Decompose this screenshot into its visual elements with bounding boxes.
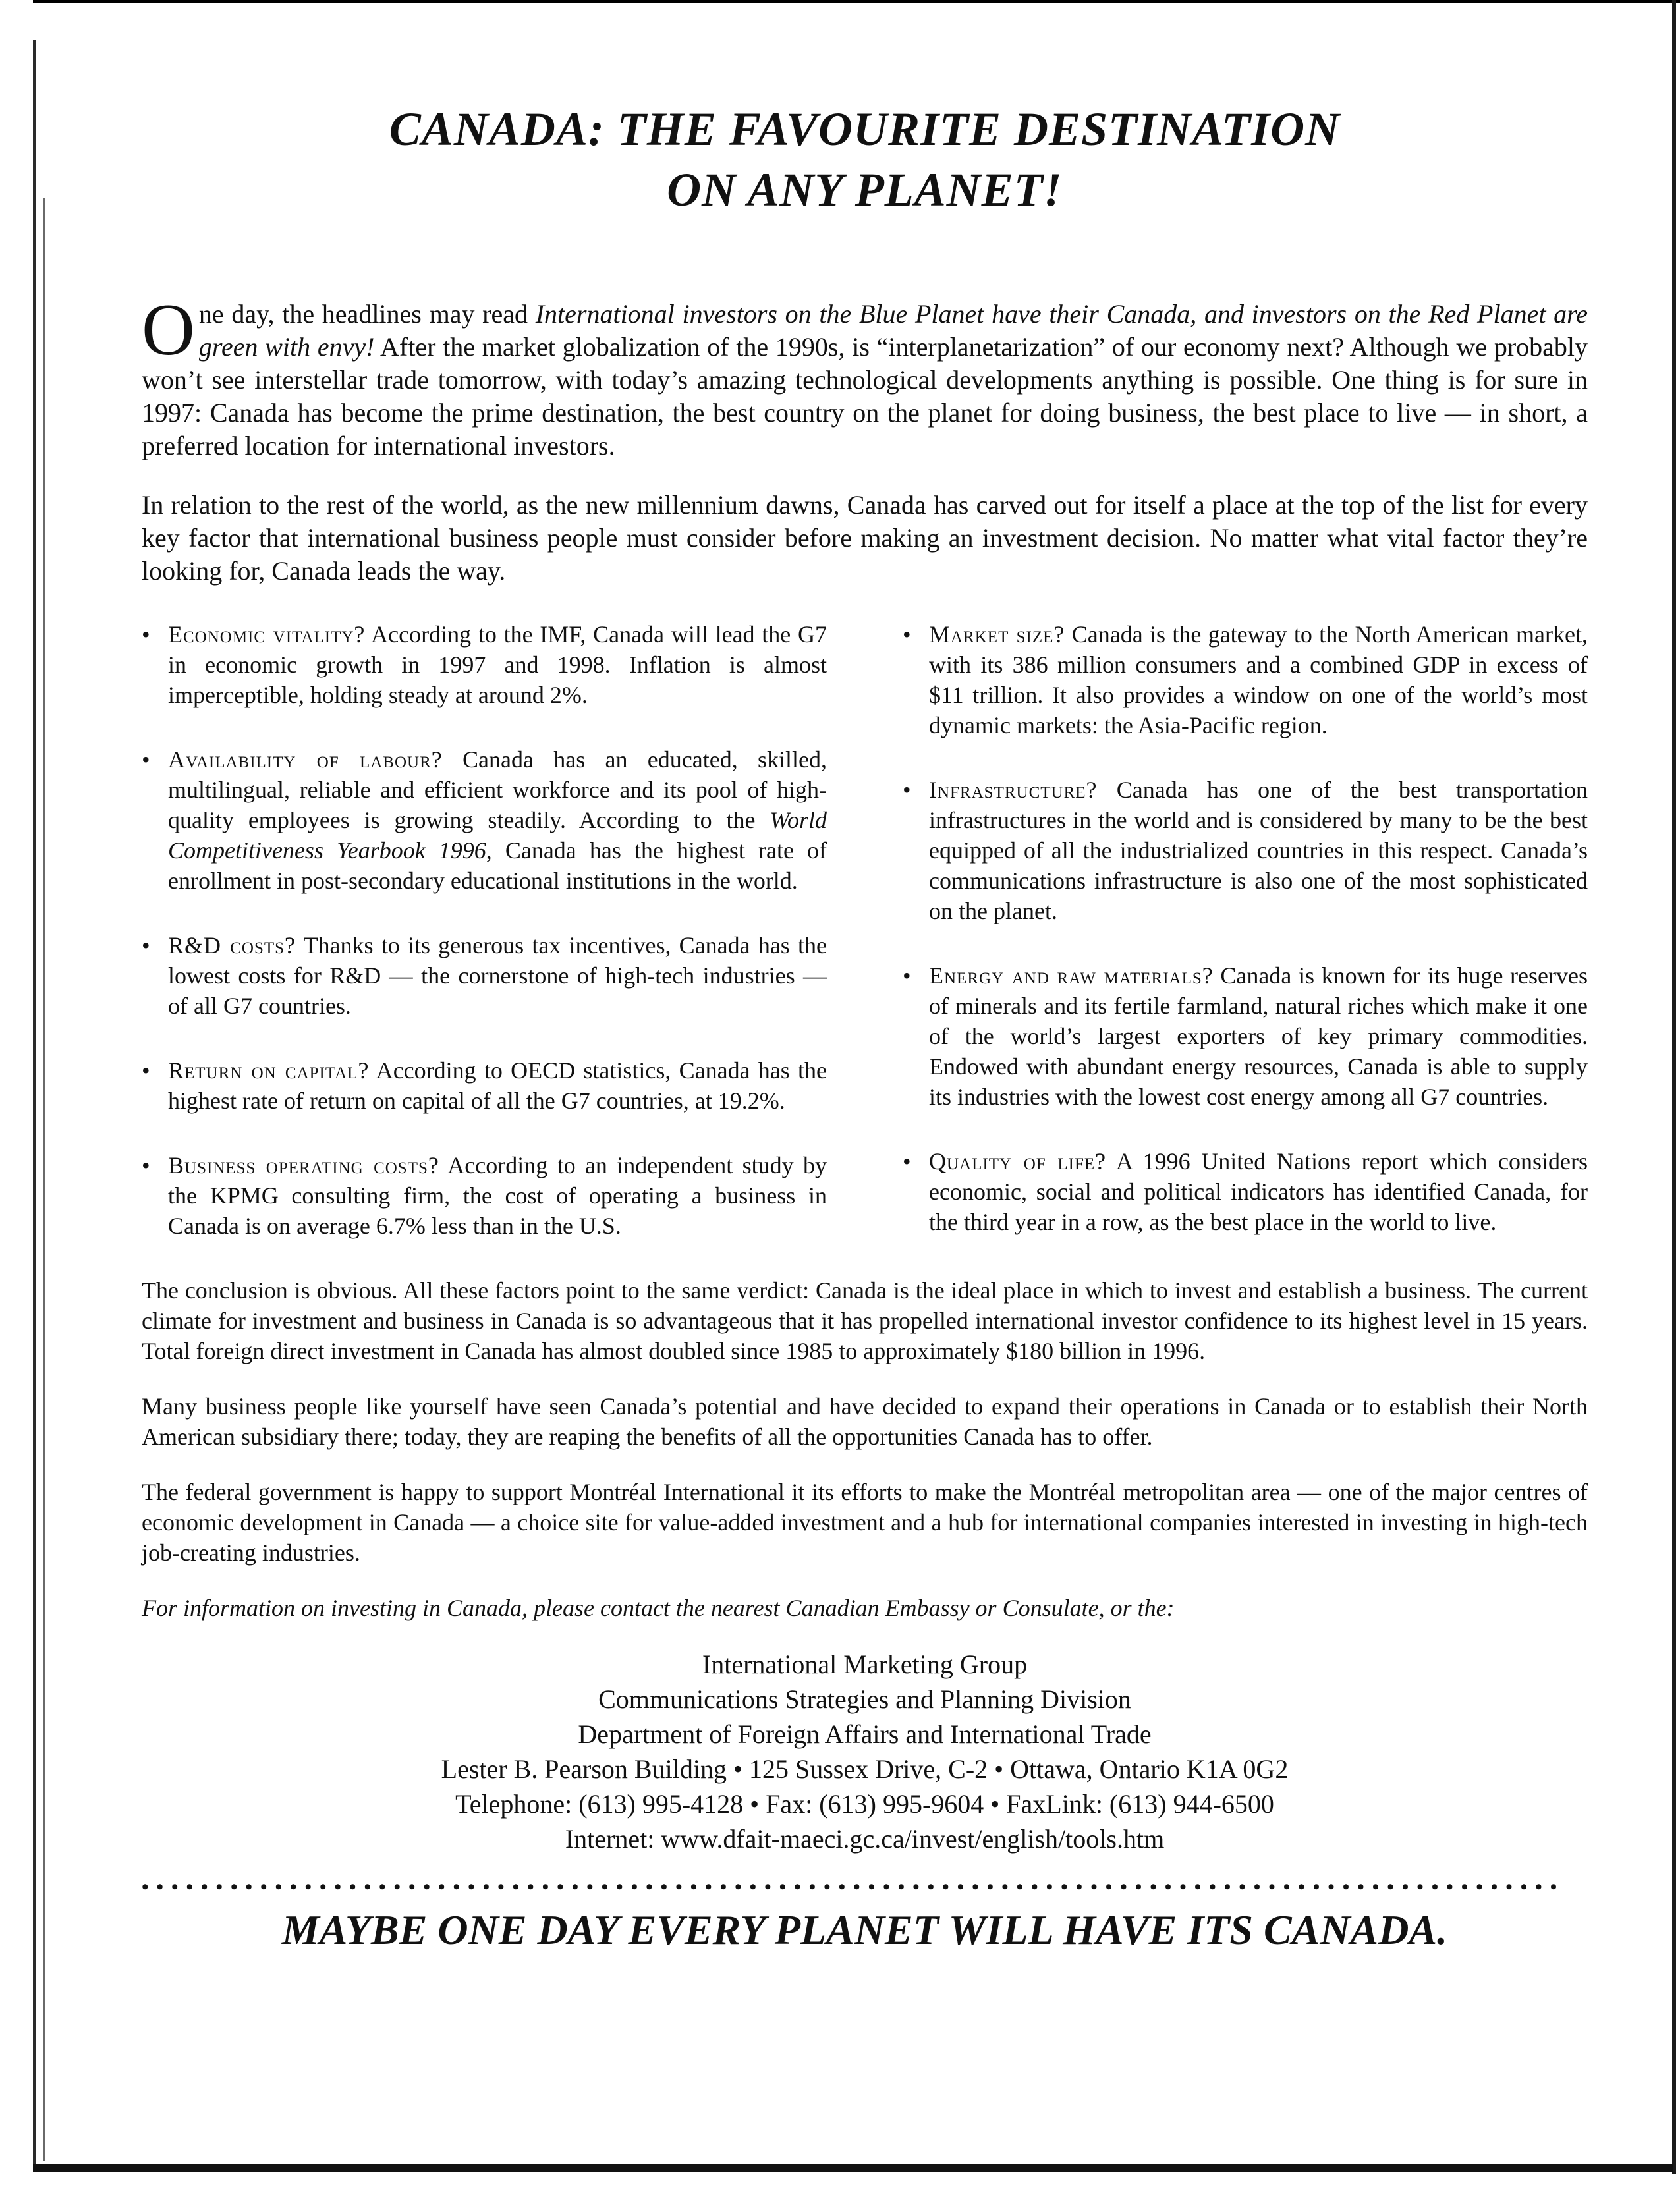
bullet-key: Availability of labour? [168, 746, 443, 773]
intro-paragraph [142, 289, 1588, 462]
bullet-text [168, 1055, 827, 1116]
headline [142, 99, 1588, 220]
right-column [903, 619, 1588, 1275]
address-line-internet: Internet: www.dfait-maeci.gc.ca/invest/english/tools.htm [565, 1824, 1165, 1854]
scan-border-left-inner [43, 198, 45, 2161]
intro-italic-headline: International investors on the Blue Planet have their Canada, and investors on the Red Planet are green with envy! [198, 299, 1588, 362]
bullet-glyph: • [903, 621, 911, 648]
bullet-body: Canada has an educated, skilled, multilingual, reliable and efficient workforce and its pool of high-quality employees is growing steadily. According to the [168, 746, 827, 833]
bullet-market-size [903, 619, 1588, 740]
bullet-glyph: • [142, 746, 150, 773]
bullet-text [168, 1150, 827, 1241]
bullet-key: Infrastructure? [929, 777, 1098, 803]
address-line-phone: Telephone: (613) 995-4128 • Fax: (613) 995-9604 • FaxLink: (613) 944-6500 [455, 1789, 1274, 1819]
bullet-body: According to OECD statistics, Canada has the highest rate of return on capital of all the G7 countries, at 19.2%. [168, 1057, 827, 1114]
bullet-rd-costs [142, 930, 827, 1021]
left-column [142, 619, 827, 1275]
bullet-return-on-capital [142, 1055, 827, 1116]
bullet-glyph: • [142, 932, 150, 958]
bullet-glyph: • [903, 962, 911, 989]
bullet-text [929, 775, 1588, 926]
bullet-text [929, 619, 1588, 740]
bullet-energy-and-raw-materials [903, 960, 1588, 1112]
contact-intro: For information on investing in Canada, please contact the nearest Canadian Embassy or Consulate, or the: [142, 1595, 1175, 1621]
bullet-body: Canada is known for its huge reserves of minerals and its fertile farmland, natural riches which make it one of the world’s largest exporters of key primary commodities. Endowed with abundant energy resources, Canada is able to supply its industries with the lowest cost energy among all G7 countries. [929, 962, 1588, 1110]
bullet-glyph: • [142, 1152, 150, 1178]
intro-text-1: ne day, the headlines may read [198, 299, 536, 329]
bullet-glyph: • [903, 1148, 911, 1175]
bullet-italic-title: World Competitiveness Yearbook 1996 [168, 807, 827, 864]
bullet-text [168, 619, 827, 710]
bullet-key: Economic vitality? [168, 621, 366, 648]
address-line-organization: International Marketing Group [702, 1649, 1028, 1679]
bullet-glyph: • [142, 621, 150, 648]
bullet-key: Business operating costs? [168, 1152, 439, 1178]
bullet-glyph: • [903, 777, 911, 803]
federal-government-paragraph: The federal government is happy to support Montréal International it its efforts to make the Montréal metropolitan area — one of the major centres of economic development in Canada — a choice site for value-added investment and a hub for international companies interested in investing in high-tech job-creating industries. [142, 1479, 1588, 1566]
contact-address [142, 1647, 1588, 1856]
bullet-body-after: , Canada has the highest rate of enrollment in post-secondary educational institutions in the world. [168, 837, 827, 894]
scan-border-bottom [33, 2164, 1673, 2172]
bullet-columns [142, 619, 1588, 1275]
bullet-text [929, 960, 1588, 1112]
scan-border-right [1672, 0, 1676, 2174]
address-line-street: Lester B. Pearson Building • 125 Sussex Drive, C-2 • Ottawa, Ontario K1A 0G2 [441, 1754, 1289, 1784]
bullet-text [168, 744, 827, 896]
business-people-paragraph: Many business people like yourself have seen Canada’s potential and have decided to expand their operations in Canada or to establish their North American subsidiary there; today, they are reaping the benefits of all the opportunities Canada has to offer. [142, 1393, 1588, 1450]
bullet-quality-of-life [903, 1146, 1588, 1237]
bullet-body: According to the IMF, Canada will lead the G7 in economic growth in 1997 and 1998. Inflation is almost imperceptible, holding steady at around 2%. [168, 621, 827, 708]
bullet-body: According to an independent study by the KPMG consulting firm, the cost of operating a business in Canada is on average 6.7% less than in the U.S. [168, 1152, 827, 1239]
bullet-key: Market size? [929, 621, 1065, 648]
address-line-division: Communications Strategies and Planning Division [598, 1684, 1131, 1714]
bullet-text [168, 930, 827, 1021]
bullet-infrastructure [903, 775, 1588, 926]
bullet-business-operating-costs [142, 1150, 827, 1241]
bullet-body: Thanks to its generous tax incentives, Canada has the lowest costs for R&D — the cornerstone of high-tech industries — of all G7 countries. [168, 932, 827, 1019]
bullet-body: Canada is the gateway to the North American market, with its 386 million consumers and a combined GDP in excess of $11 trillion. It also provides a window on one of the world’s most dynamic markets: the Asia-Pacific region. [929, 621, 1588, 738]
bullet-body: Canada has one of the best transportation infrastructures in the world and is considered by many to be the best equipped of all the industrialized countries in this respect. Canada’s communications infrastructure is also one of the most sophisticated on the planet. [929, 777, 1588, 924]
conclusion-paragraph: The conclusion is obvious. All these factors point to the same verdict: Canada is the ideal place in which to invest and establish a business. The current climate for investment and business in Canada is so advantageous that it has propelled international investor confidence to its highest level in 15 years. Total foreign direct investment in Canada has almost doubled since 1985 to approximately $180 billion in 1996. [142, 1277, 1588, 1364]
second-paragraph: In relation to the rest of the world, as the new millennium dawns, Canada has carved out for itself a place at the top of the list for every key factor that international business people must consider before making an investment decision. No matter what vital factor they’re looking for, Canada leads the way. [142, 490, 1588, 586]
document-page [142, 99, 1588, 1956]
bullet-key: Energy and raw materials? [929, 962, 1214, 989]
drop-cap: O [142, 289, 195, 371]
address-line-department: Department of Foreign Affairs and International Trade [578, 1719, 1152, 1749]
bullet-economic-vitality [142, 619, 827, 710]
bullet-key: R&D costs? [168, 932, 296, 958]
scan-border-left [33, 40, 36, 2167]
tagline: MAYBE ONE DAY EVERY PLANET WILL HAVE ITS CANADA. [281, 1906, 1448, 1953]
bullet-key: Quality of life? [929, 1148, 1107, 1175]
bullet-text [929, 1146, 1588, 1237]
bullet-availability-of-labour [142, 744, 827, 896]
headline-line-1: CANADA: THE FAVOURITE DESTINATION [389, 103, 1341, 155]
intro-text-2: After the market globalization of the 1990s, is “interplanetarization” of our economy next? Although we probably won’t see interstellar trade tomorrow, with today’s amazing technological developments anything is possible. One thing is for sure in 1997: Canada has become the prime destination, the best country on the planet for doing business, the best place to live — in short, a preferred location for international investors. [142, 332, 1588, 460]
dotted-rule: •••••••••••••••••••••••••••••••••••••••••••••••••••••••••••••••••••••••••••••••••••••••••••••••• [142, 1876, 1565, 1898]
bullet-glyph: • [142, 1057, 150, 1084]
bullet-key: Return on capital? [168, 1057, 370, 1084]
scan-border-top [33, 0, 1680, 3]
headline-line-2: ON ANY PLANET! [667, 163, 1063, 216]
bullet-body: A 1996 United Nations report which considers economic, social and political indicators has identified Canada, for the third year in a row, as the best place in the world to live. [929, 1148, 1588, 1235]
